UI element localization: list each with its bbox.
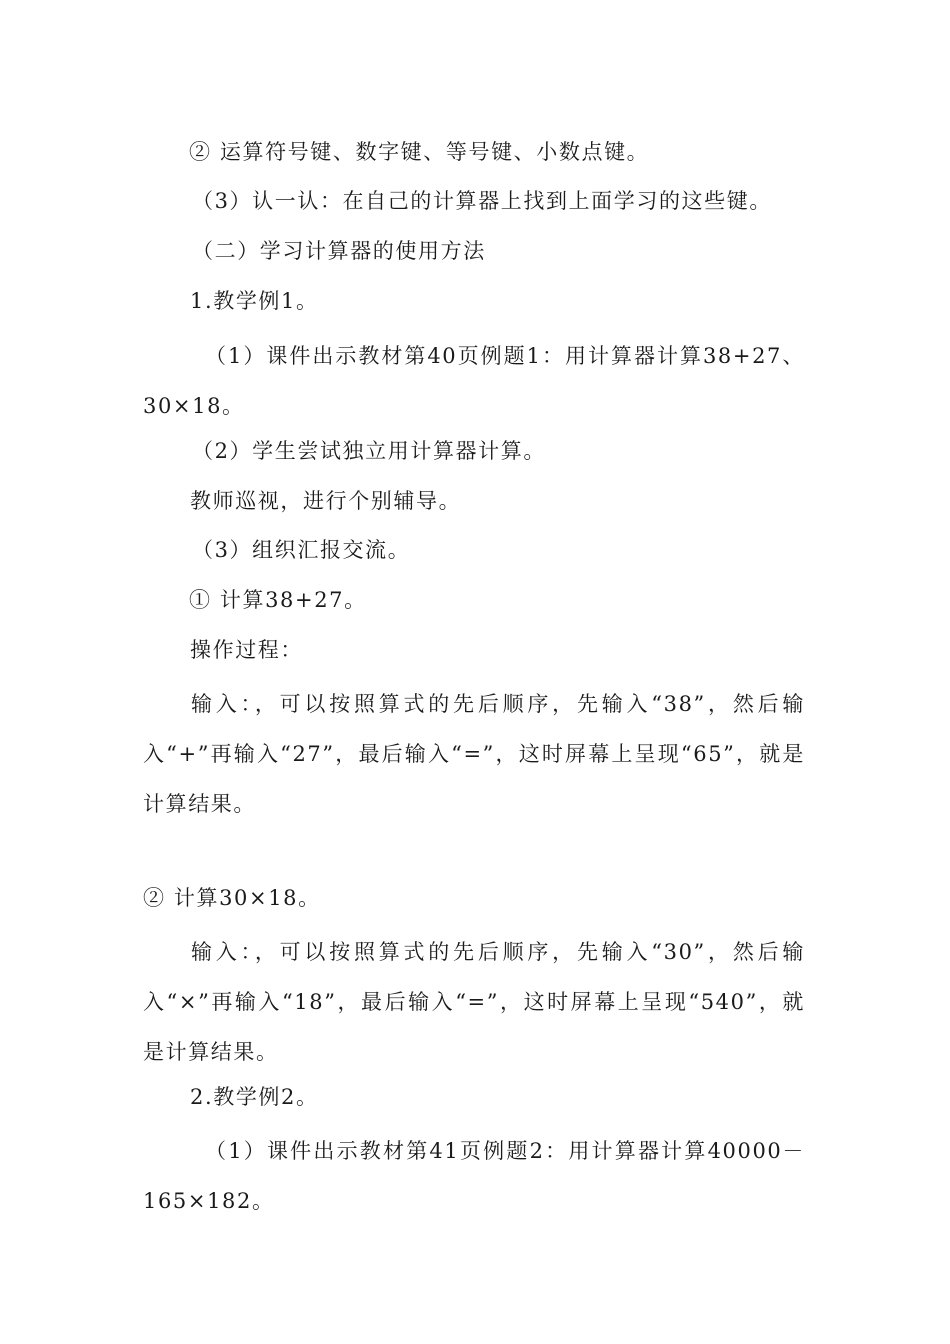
paragraph-student-try: （2）学生尝试独立用计算器计算。: [192, 439, 546, 463]
paragraph-key-types: ② 运算符号键、数字键、等号键、小数点键。: [189, 140, 650, 164]
label-procedure: 操作过程：: [190, 638, 303, 662]
paragraph-procedure-1: 输入：，可以按照算式的先后顺序，先输入“38”，然后输入“+”再输入“27”，最后输入“=”，这时屏幕上呈现“65”，就是计算结果。: [143, 692, 805, 816]
section-heading-usage: （二）学习计算器的使用方法: [192, 239, 486, 263]
paragraph-find-keys: （3）认一认：在自己的计算器上找到上面学习的这些键。: [192, 189, 772, 213]
heading-example-2: 2.教学例2。: [190, 1085, 319, 1109]
heading-example-1: 1.教学例1。: [190, 289, 319, 313]
paragraph-example-1-prompt: （1）课件出示教材第40页例题1：用计算器计算38+27、30×18。: [143, 344, 805, 418]
heading-calc-38-27: ① 计算38+27。: [189, 588, 367, 612]
paragraph-example-2-prompt: （1）课件出示教材第41页例题2：用计算器计算40000－165×182。: [143, 1139, 805, 1213]
paragraph-report: （3）组织汇报交流。: [192, 538, 411, 562]
paragraph-teacher-tour: 教师巡视，进行个别辅导。: [190, 489, 462, 513]
heading-calc-30-18: ② 计算30×18。: [143, 886, 321, 910]
paragraph-procedure-2: 输入：，可以按照算式的先后顺序，先输入“30”，然后输入“×”再输入“18”，最后输入“=”，这时屏幕上呈现“540”，就是计算结果。: [143, 940, 805, 1064]
